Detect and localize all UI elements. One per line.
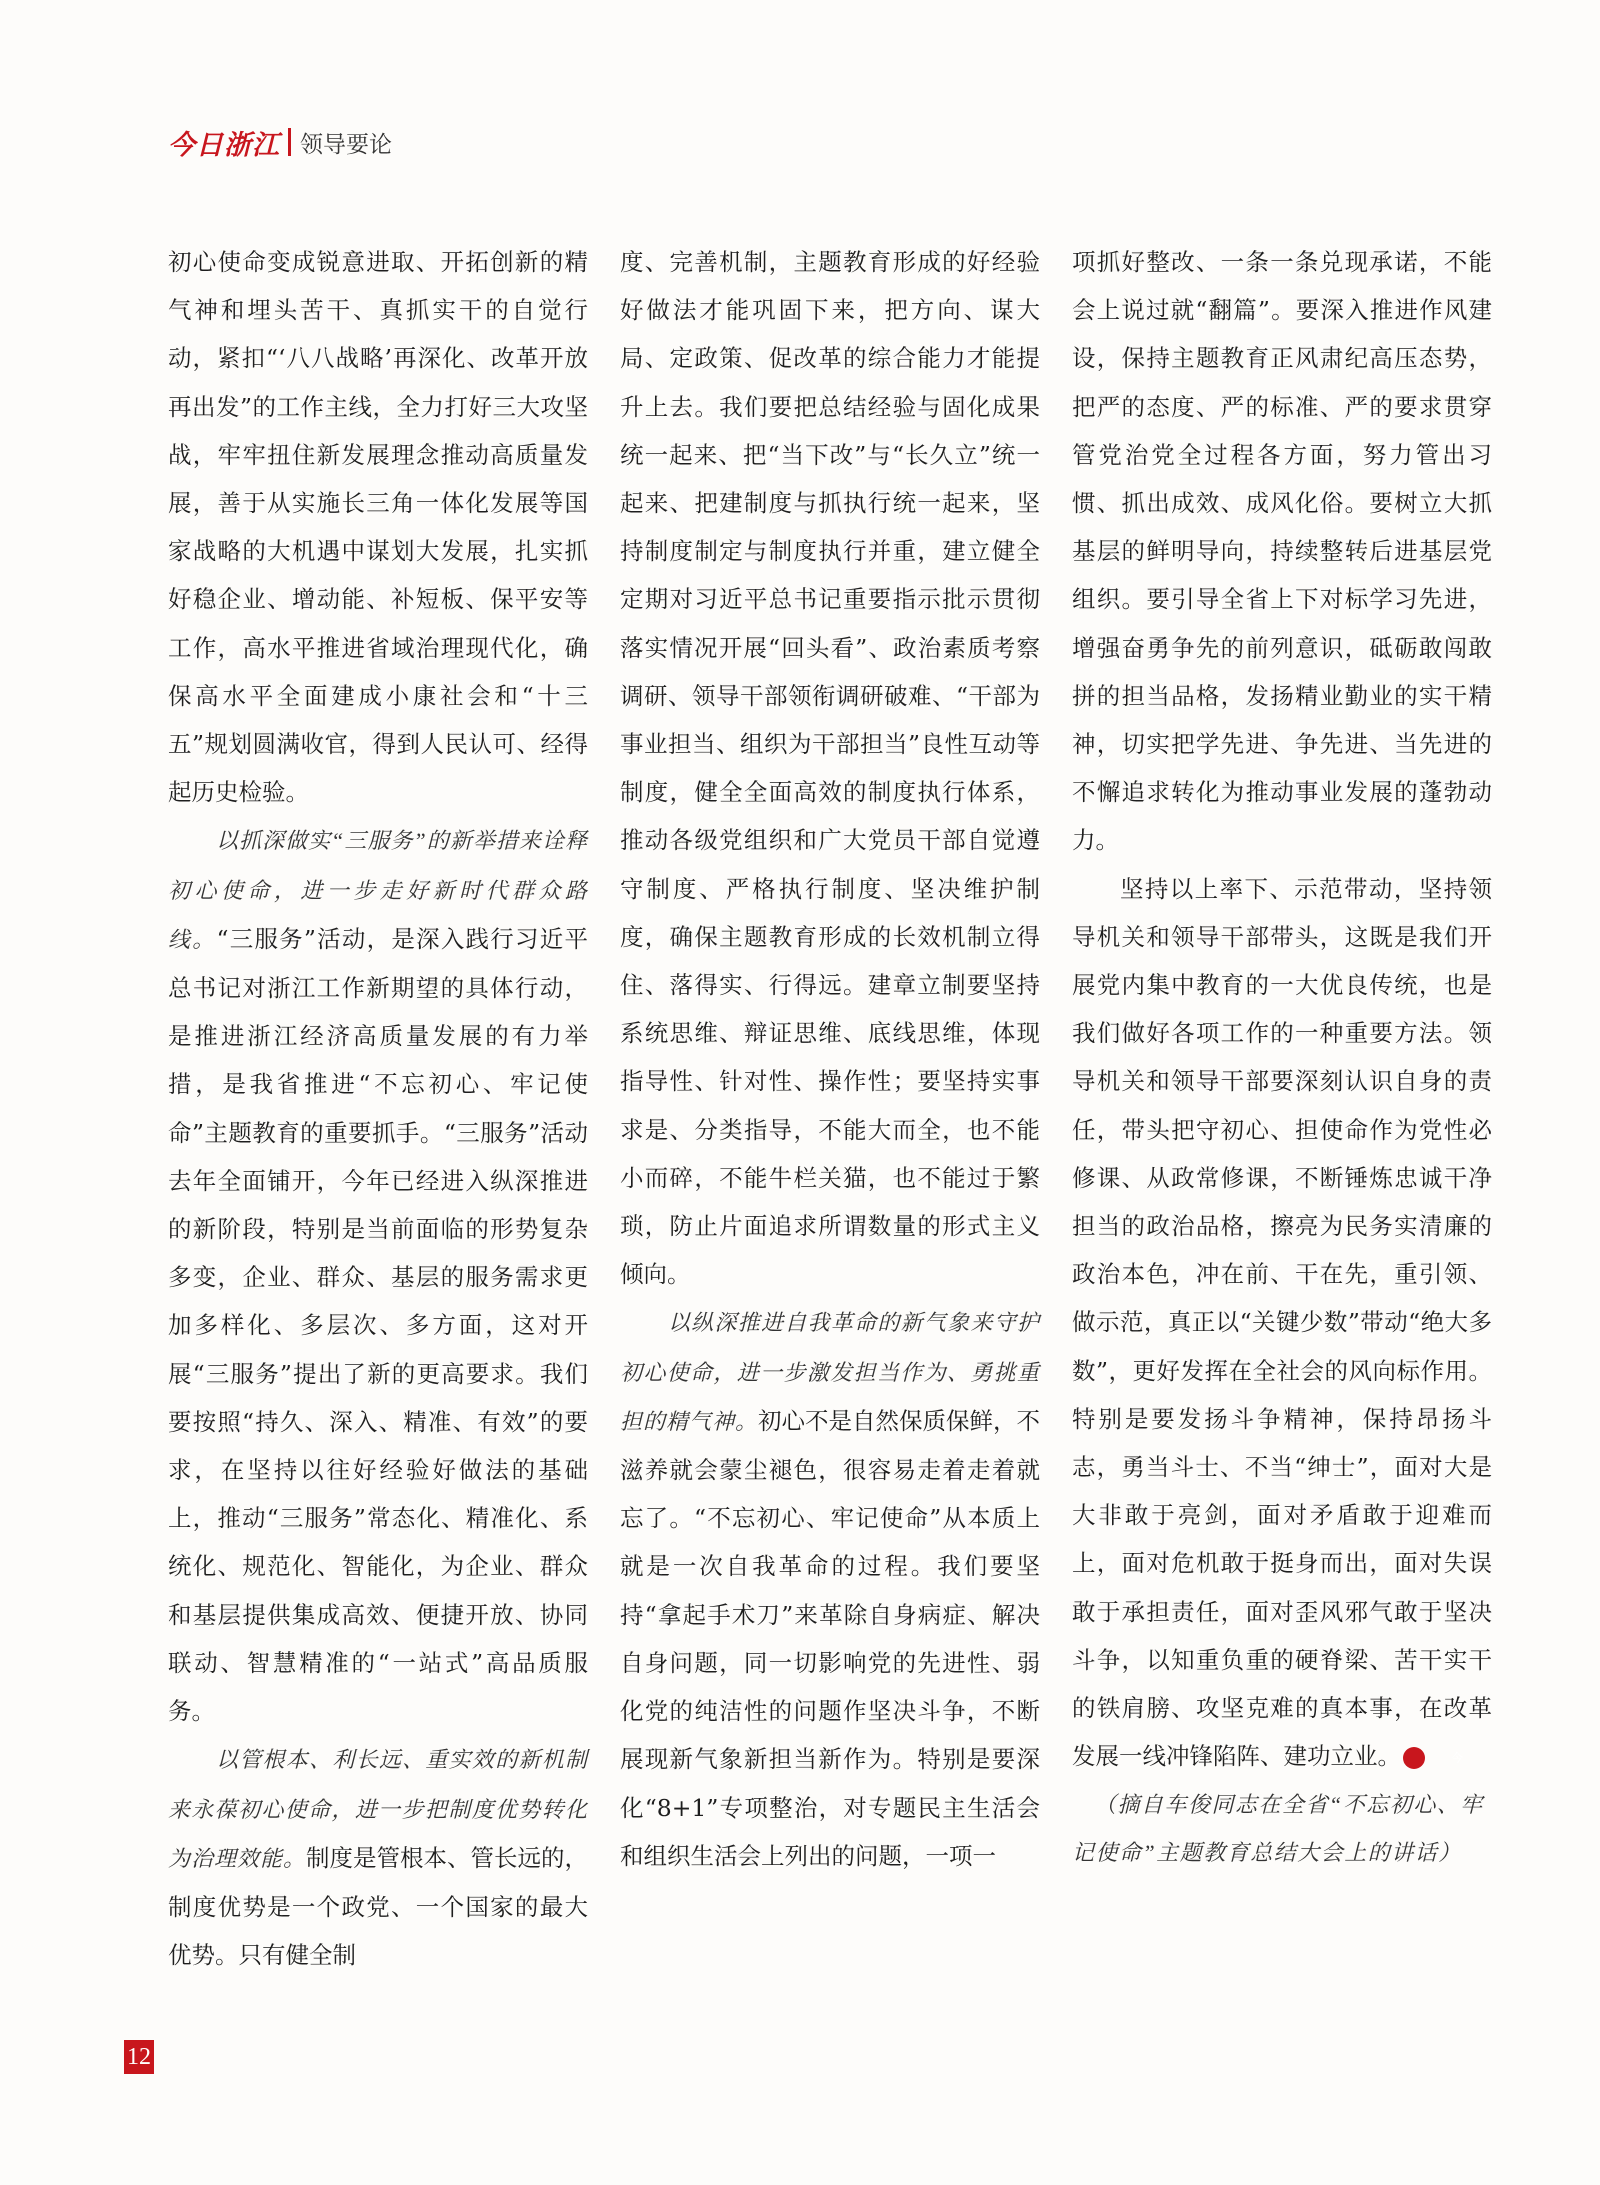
page-number: 12 (124, 2040, 154, 2074)
paragraph: 项抓好整改、一条一条兑现承诺，不能会上说过就“翻篇”。要深入推进作风建设，保持主题教育正风肃纪高压态势，把严的态度、严的标准、严的要求贯穿管党治党全过程各方面，努力管出习惯、抓出成效、成风化俗。要树立大抓基层的鲜明导向，持续整转后进基层党组织。要引导全省上下对标学习先进，增强奋勇争先的前列意识，砥砺敢闯敢拼的担当品格，发扬精业勤业的实干精神，切实把学先进、争先进、当先进的不懈追求转化为推动事业发展的蓬勃动力。 (1072, 248, 1492, 855)
paragraph-body: 制度是管根本、管长远的，制度优势是一个政党、一个国家的最大优势。只有健全制 (168, 1843, 589, 1970)
paragraph (620, 1298, 1040, 1879)
paragraph-body: 初心不是自然保质保鲜，不滋养就会蒙尘褪色，很容易走着走着就忘了。“不忘初心、牢记使命”从本质上就是一次自我革命的过程。我们要坚持“拿起手术刀”来革除自身病症、解决自身问题，同一切影响党的先进性、弱化党的纯洁性的问题作坚决斗争，不断展现新气象新担当新作为。特别是要深化“8+1”专项整治，对专题民主生活会和组织生活会上列出的问题，一项一 (620, 1406, 1041, 1870)
magazine-logo: 今日浙江 (168, 129, 280, 161)
column-2 (620, 238, 1040, 1880)
column-1 (168, 238, 588, 1979)
lead-sentence: 以纵深推进自我革命的新气象来守护初心使命，进一步激发担当作为、勇挑重担的精气神。 (620, 1310, 1040, 1434)
end-mark-icon: 今 (1403, 1747, 1425, 1769)
paragraph (1072, 865, 1492, 1781)
paragraph-body: “三服务”活动，是深入践行习近平总书记对浙江工作新期望的具体行动，是推进浙江经济高质量发展的有力举措，是我省推进“不忘初心、牢记使命”主题教育的重要抓手。“三服务”活动去年全面铺开，今年已经进入纵深推进的新阶段，特别是当前面临的形势复杂多变，企业、群众、基层的服务需求更加多样化、多层次、多方面，这对开展“三服务”提出了新的更高要求。我们要按照“持久、深入、精准、有效”的要求，在坚持以往好经验好做法的基础上，推动“三服务”常态化、精准化、系统化、规范化、智能化，为企业、群众和基层提供集成高效、便捷开放、协同联动、智慧精准的“一站式”高品质服务。 (168, 924, 588, 1726)
column-3 (1072, 238, 1492, 1877)
section-title: 领导要论 (300, 131, 392, 158)
paragraph: 度、完善机制，主题教育形成的好经验好做法才能巩固下来，把方向、谋大局、定政策、促改革的综合能力才能提升上去。我们要把总结经验与固化成果统一起来、把“当下改”与“长久立”统一起来、把建制度与抓执行统一起来，坚持制度制定与制度执行并重，建立健全定期对习近平总书记重要指示批示贯彻落实情况开展“回头看”、政治素质考察调研、领导干部领衔调研破难、“干部为事业担当、组织为干部担当”良性互动等制度，健全全面高效的制度执行体系，推动各级党组织和广大党员干部自觉遵守制度、严格执行制度、坚决维护制度，确保主题教育形成的长效机制立得住、落得实、行得远。建章立制要坚持系统思维、辩证思维、底线思维，体现指导性、针对性、操作性；要坚持实事求是、分类指导，不能大而全，也不能小而碎，不能牛栏关猫，也不能过于繁琐，防止片面追求所谓数量的形式主义倾向。 (620, 248, 1040, 1289)
paragraph (168, 1735, 588, 1979)
page-header (168, 122, 392, 162)
header-divider (288, 128, 291, 156)
paragraph-body: 坚持以上率下、示范带动，坚持领导机关和领导干部带头，这既是我们开展党内集中教育的一大优良传统，也是我们做好各项工作的一种重要方法。领导机关和领导干部要深刻认识自身的责任，带头把守初心、担使命作为党性必修课、从政常修课，不断锤炼忠诚干净担当的政治品格，擦亮为民务实清廉的政治本色，冲在前、干在先，重引领、做示范，真正以“关键少数”带动“绝大多数”，更好发挥在全社会的风向标作用。特别是要发扬斗争精神，保持昂扬斗志，勇当斗士、不当“绅士”，面对大是大非敢于亮剑，面对矛盾敢于迎难而上，面对危机敢于挺身而出，面对失误敢于承担责任，面对歪风邪气敢于坚决斗争，以知重负重的硬脊梁、苦干实干的铁肩膀、攻坚克难的真本事，在改革发展一线冲锋陷阵、建功立业。 (1072, 874, 1492, 1771)
paragraph: 初心使命变成锐意进取、开拓创新的精气神和埋头苦干、真抓实干的自觉行动，紧扣“‘八八战略’再深化、改革开放再出发”的工作主线，全力打好三大攻坚战，牢牢扭住新发展理念推动高质量发展，善于从实施长三角一体化发展等国家战略的大机遇中谋划大发展，扎实抓好稳企业、增动能、补短板、保平安等工作，高水平推进省域治理现代化，确保高水平全面建成小康社会和“十三五”规划圆满收官，得到人民认可、经得起历史检验。 (168, 248, 588, 807)
lead-sentence: 以管根本、利长远、重实效的新机制来永葆初心使命，进一步把制度优势转化为治理效能。 (168, 1747, 588, 1871)
source-note: （摘自车俊同志在全省“不忘初心、牢记使命”主题教育总结大会上的讲话） (1072, 1791, 1484, 1865)
lead-sentence: 以抓深做实“三服务”的新举措来诠释初心使命，进一步走好新时代群众路线。 (168, 828, 588, 952)
paragraph (168, 816, 588, 1735)
